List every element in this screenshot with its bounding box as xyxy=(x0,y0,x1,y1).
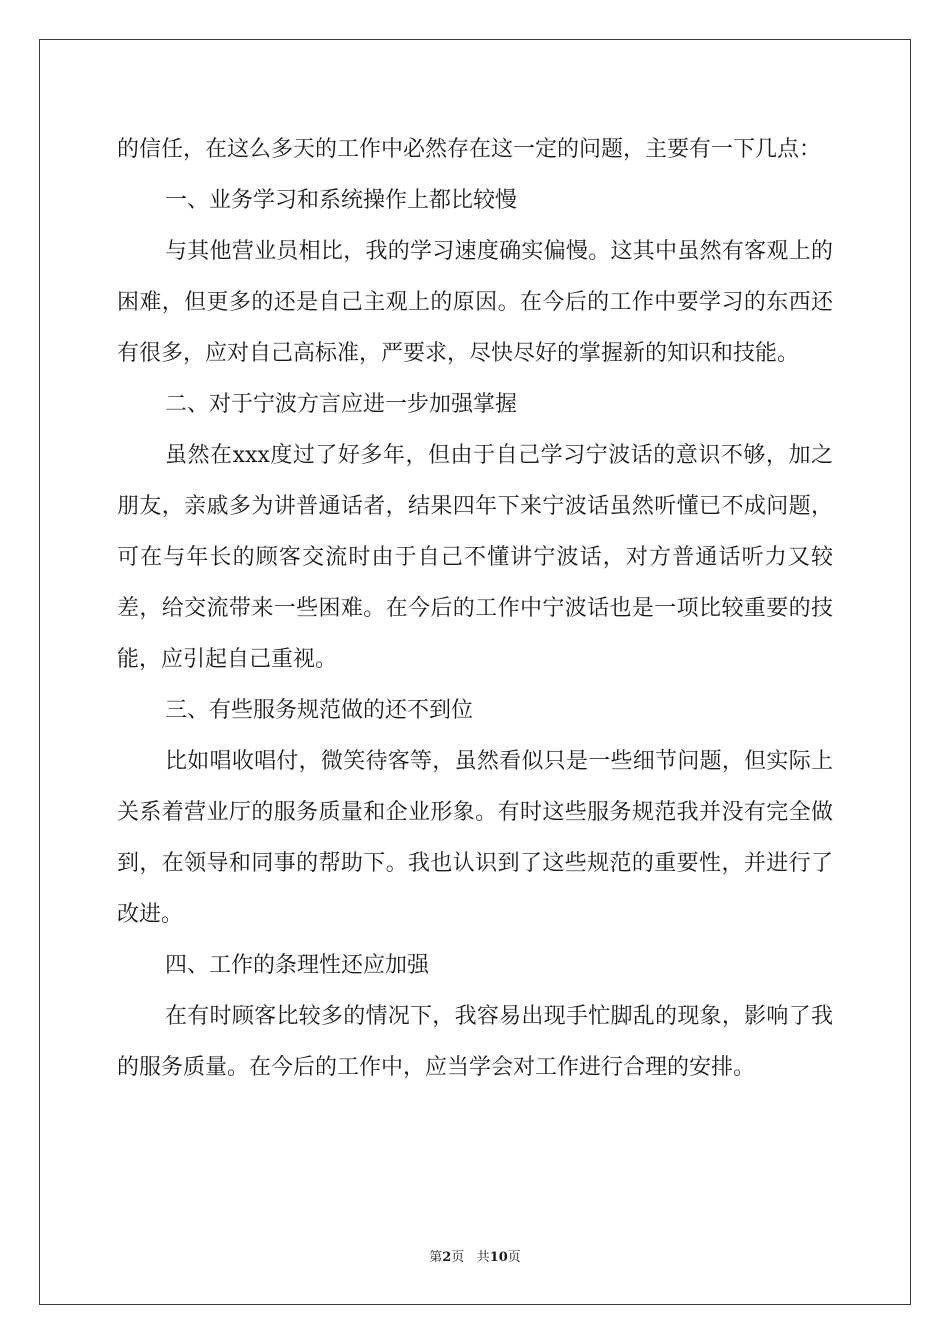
paragraph: 的信任，在这么多天的工作中必然存在这一定的问题，主要有一下几点： xyxy=(117,137,822,162)
section-heading: 一、业务学习和系统操作上都比较慢 xyxy=(165,188,518,213)
page-number: 2 xyxy=(442,1250,452,1265)
section-heading: 三、有些服务规范做的还不到位 xyxy=(165,698,474,723)
section-heading: 四、工作的条理性还应加强 xyxy=(165,953,430,978)
page-suffix: 页 xyxy=(451,1250,465,1265)
paragraph: 在有时顾客比较多的情况下，我容易出现手忙脚乱的现象，影响了我的服务质量。在今后的工作中，应当学会对工作进行合理的安排。 xyxy=(117,1004,833,1080)
document-body xyxy=(117,124,833,1093)
paragraph: 与其他营业员相比，我的学习速度确实偏慢。这其中虽然有客观上的困难，但更多的还是自己主观上的原因。在今后的工作中要学习的东西还有很多，应对自己高标准，严要求，尽快尽好的掌握新的知识和技能。 xyxy=(117,239,833,366)
total-prefix: 共 xyxy=(476,1250,490,1265)
total-pages: 10 xyxy=(489,1250,508,1265)
paragraph: 比如唱收唱付，微笑待客等，虽然看似只是一些细节问题，但实际上关系着营业厅的服务质量和企业形象。有时这些服务规范我并没有完全做到，在领导和同事的帮助下。我也认识到了这些规范的重要性，并进行了改进。 xyxy=(117,749,833,927)
section-heading: 二、对于宁波方言应进一步加强掌握 xyxy=(165,392,518,417)
total-suffix: 页 xyxy=(507,1250,521,1265)
paragraph: 虽然在xxx度过了好多年，但由于自己学习宁波话的意识不够，加之朋友，亲戚多为讲普通话者，结果四年下来宁波话虽然听懂已不成问题，可在与年长的顾客交流时由于自己不懂讲宁波话，对方普通话听力又较差，给交流带来一些困难。在今后的工作中宁波话也是一项比较重要的技能，应引起自己重视。 xyxy=(117,443,833,672)
page-footer xyxy=(0,1246,950,1265)
page-prefix: 第 xyxy=(429,1250,443,1265)
